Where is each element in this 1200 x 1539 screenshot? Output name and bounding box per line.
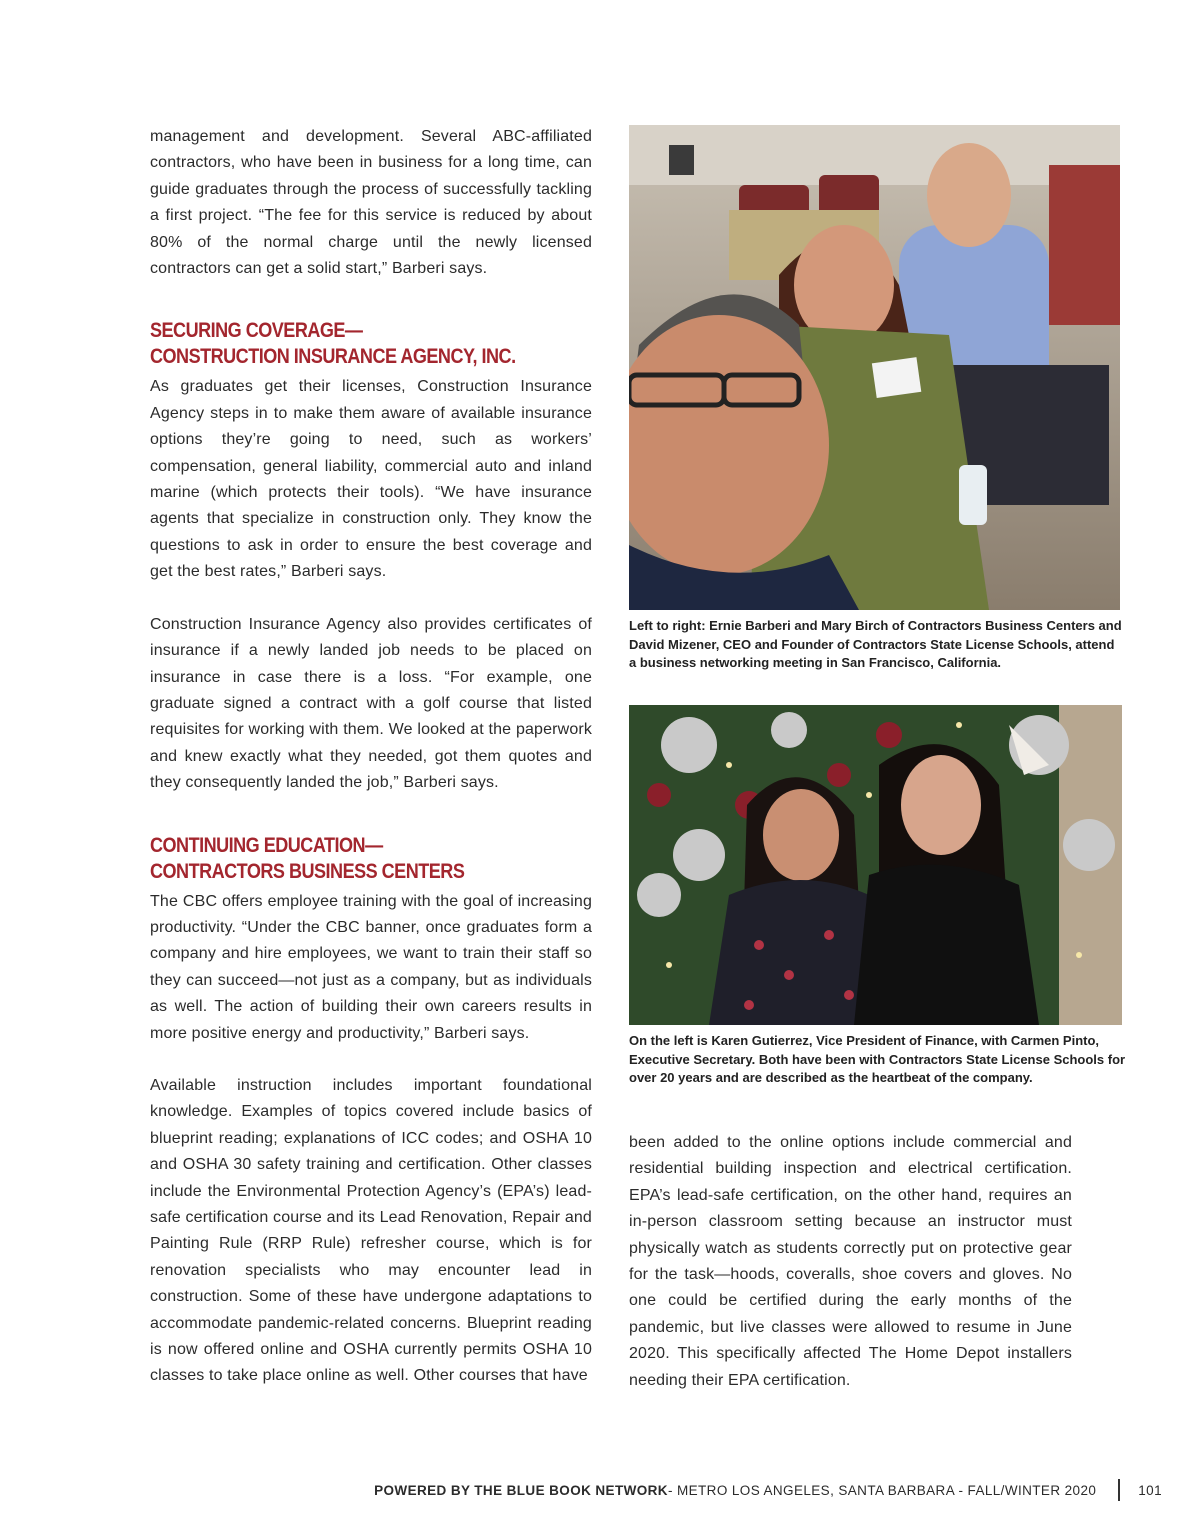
continued-paragraph: been added to the online options include commercial and residential building inspection and electrical certification. EPA’s lead-safe certification, on the other hand, requires an in-person classroom setting because an instructor must physically watch as students correctly put on protective gear for the task—hoods, coveralls, shoe covers and gloves. No one could be certified during the early months of the pandemic, but live classes were allowed to resume in June 2020. This specifically affected The Home Depot installers needing their EPA certification. bbox=[629, 1134, 1072, 1389]
section1-paragraph: As graduates get their licenses, Construction Insurance Agency steps in to make them aware of available insurance options they’re going to need, such as workers’ compensation, general liability, commercial auto and inland marine (which protects their tools). “We have insurance agents that specialize in construction only. They know the questions to ask in order to ensure the best coverage and get the best rates,” Barberi says. bbox=[150, 378, 592, 581]
right-column bbox=[629, 1130, 1072, 1394]
publication-details: - METRO LOS ANGELES, SANTA BARBARA - FALL/WINTER 2020 bbox=[667, 1482, 1097, 1498]
heading-line: CONTRACTORS BUSINESS CENTERS bbox=[150, 859, 465, 883]
holiday-tree-photo-illustration bbox=[629, 705, 1122, 1025]
footer-divider bbox=[1118, 1479, 1120, 1501]
section-heading-continuing-education bbox=[150, 833, 530, 885]
section2-paragraph: The CBC offers employee training with the goal of increasing productivity. “Under the CBC banner, once graduates form a company and hire employees, we want to train their staff so they can succeed—not just as a company, but as individuals as well. The action of building their own careers results in more positive energy and productivity,” Barberi says. bbox=[150, 892, 592, 1042]
left-column bbox=[150, 124, 592, 1390]
section-heading-securing-coverage bbox=[150, 318, 530, 370]
holiday-tree-photo bbox=[629, 705, 1122, 1025]
section1-paragraph: Construction Insurance Agency also provides certificates of insurance if a newly landed job needs to be placed on insurance in case there is a loss. “For example, one graduate signed a contract with a golf course that listed requisites for working with them. We looked at the paperwork and knew exactly what they needed, got them quotes and they consequently landed the job,” Barberi says. bbox=[150, 615, 592, 792]
photo-caption: On the left is Karen Gutierrez, Vice President of Finance, with Carmen Pinto, Executive Secretary. Both have been with Contractors State License Schools for over 20 years and are described as the heartbeat of the company. bbox=[629, 1033, 1126, 1085]
networking-meeting-photo bbox=[629, 125, 1120, 610]
photo-caption: Left to right: Ernie Barberi and Mary Birch of Contractors Business Centers and David Mizener, CEO and Founder of Contractors State License Schools, attend a business networking meeting in San Francisco, California. bbox=[629, 618, 1122, 670]
heading-line: CONSTRUCTION INSURANCE AGENCY, INC. bbox=[150, 345, 516, 369]
publication-name: POWERED BY THE BLUE BOOK NETWORK bbox=[374, 1482, 668, 1498]
intro-paragraph: management and development. Several ABC-affiliated contractors, who have been in business for a long time, can guide graduates through the process of successfully tackling a first project. “The fee for this service is reduced by about 80% of the normal charge until the newly licensed contractors can get a solid start,” Barberi says. bbox=[150, 128, 592, 278]
networking-meeting-photo-illustration bbox=[629, 125, 1120, 610]
page-number: 101 bbox=[1138, 1482, 1162, 1498]
page-footer bbox=[374, 1480, 1162, 1500]
section2-paragraph: Available instruction includes important foundational knowledge. Examples of topics covered include basics of blueprint reading; explanations of ICC codes; and OSHA 10 and OSHA 30 safety training and certification. Other classes include the Environmental Protection Agency’s (EPA’s) lead-safe certification course and its Lead Renovation, Repair and Painting Rule (RRP Rule) refresher course, which is for renovation specialists who may encounter lead in construction. Some of these have undergone adaptations to accommodate pandemic-related concerns. Blueprint reading is now offered online and OSHA currently permits OSHA 10 classes to take place online as well. Other courses that have bbox=[150, 1076, 592, 1385]
heading-line: SECURING COVERAGE— bbox=[150, 319, 363, 343]
heading-line: CONTINUING EDUCATION— bbox=[150, 833, 383, 857]
